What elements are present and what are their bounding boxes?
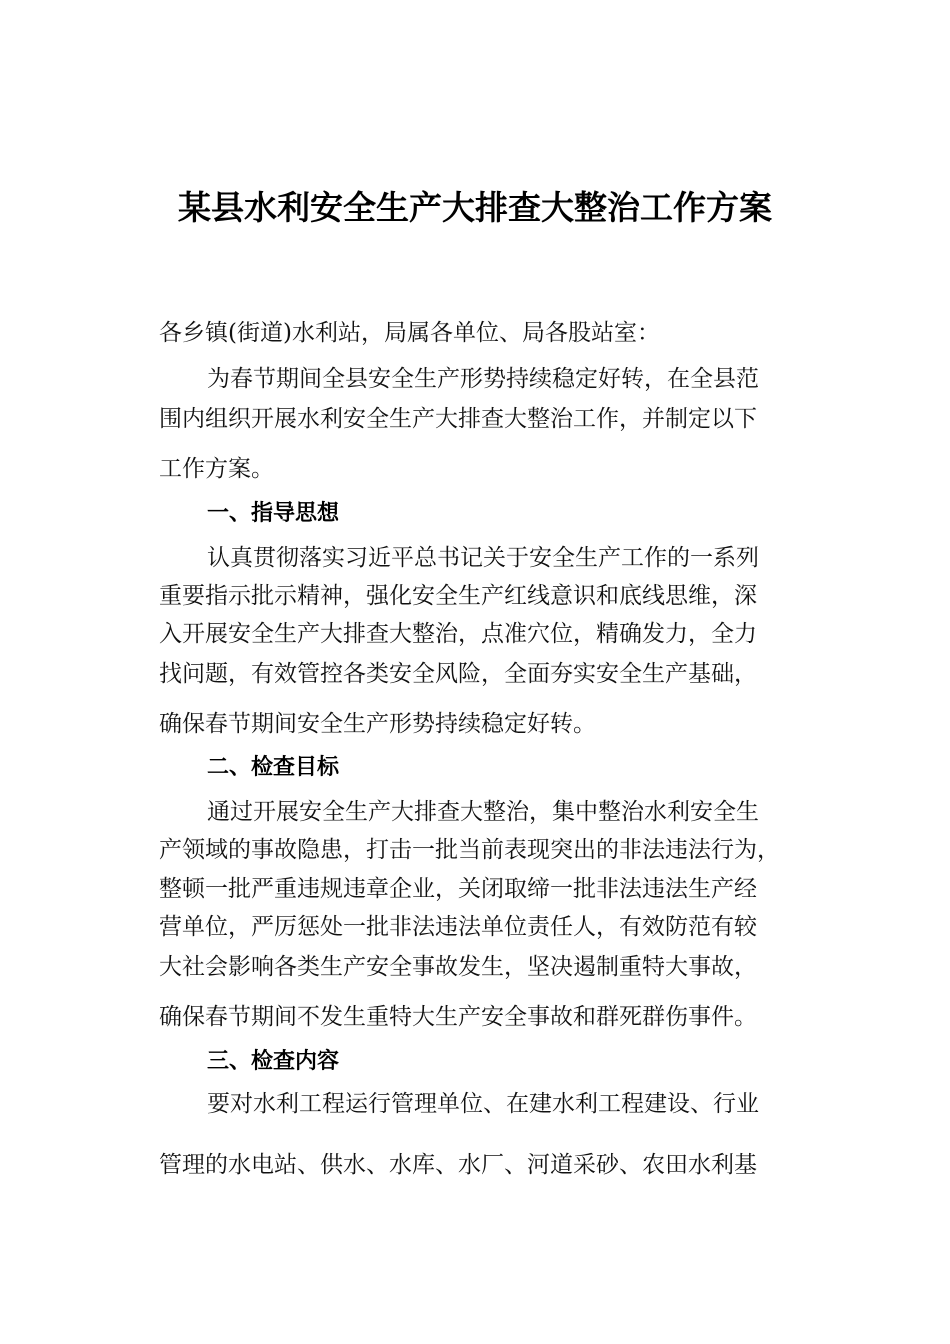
section-heading-inspection-goals: 二、检查目标 xyxy=(207,755,340,780)
section3-line-2: 管理的水电站、供水、水库、水厂、河道采砂、农田水利基 xyxy=(159,1152,757,1178)
section1-line-5: 确保春节期间安全生产形势持续稳定好转。 xyxy=(159,711,596,737)
section-heading-inspection-content: 三、检查内容 xyxy=(207,1049,340,1074)
intro-line-3: 工作方案。 xyxy=(159,456,274,482)
section2-line-3: 整顿一批严重违规违章企业，关闭取缔一批非法违法生产经 xyxy=(159,876,757,902)
section-heading-guiding-ideology: 一、指导思想 xyxy=(207,501,340,526)
section2-line-5: 大社会影响各类生产安全事故发生，坚决遏制重特大事故， xyxy=(159,954,757,980)
section1-line-4: 找问题，有效管控各类安全风险，全面夯实安全生产基础， xyxy=(159,661,757,687)
section2-line-6: 确保春节期间不发生重特大生产安全事故和群死群伤事件。 xyxy=(159,1004,757,1030)
section2-line-1: 通过开展安全生产大排查大整治，集中整治水利安全生 xyxy=(207,799,759,825)
section1-line-1: 认真贯彻落实习近平总书记关于安全生产工作的一系列 xyxy=(207,545,759,571)
section3-line-1: 要对水利工程运行管理单位、在建水利工程建设、行业 xyxy=(207,1091,759,1117)
salutation: 各乡镇(街道)水利站，局属各单位、局各股站室： xyxy=(159,320,660,346)
document-title: 某县水利安全生产大排查大整治工作方案 xyxy=(178,188,772,227)
section1-line-2: 重要指示批示精神，强化安全生产红线意识和底线思维，深 xyxy=(159,583,757,609)
section2-line-2: 产领域的事故隐患，打击一批当前表现突出的非法违法行为， xyxy=(159,837,780,863)
section1-line-3: 入开展安全生产大排查大整治，点准穴位，精确发力，全力 xyxy=(159,621,757,647)
section2-line-4: 营单位，严厉惩处一批非法违法单位责任人，有效防范有较 xyxy=(159,914,757,940)
intro-line-2: 围内组织开展水利安全生产大排查大整治工作，并制定以下 xyxy=(159,406,757,432)
intro-line-1: 为春节期间全县安全生产形势持续稳定好转，在全县范 xyxy=(207,366,759,392)
